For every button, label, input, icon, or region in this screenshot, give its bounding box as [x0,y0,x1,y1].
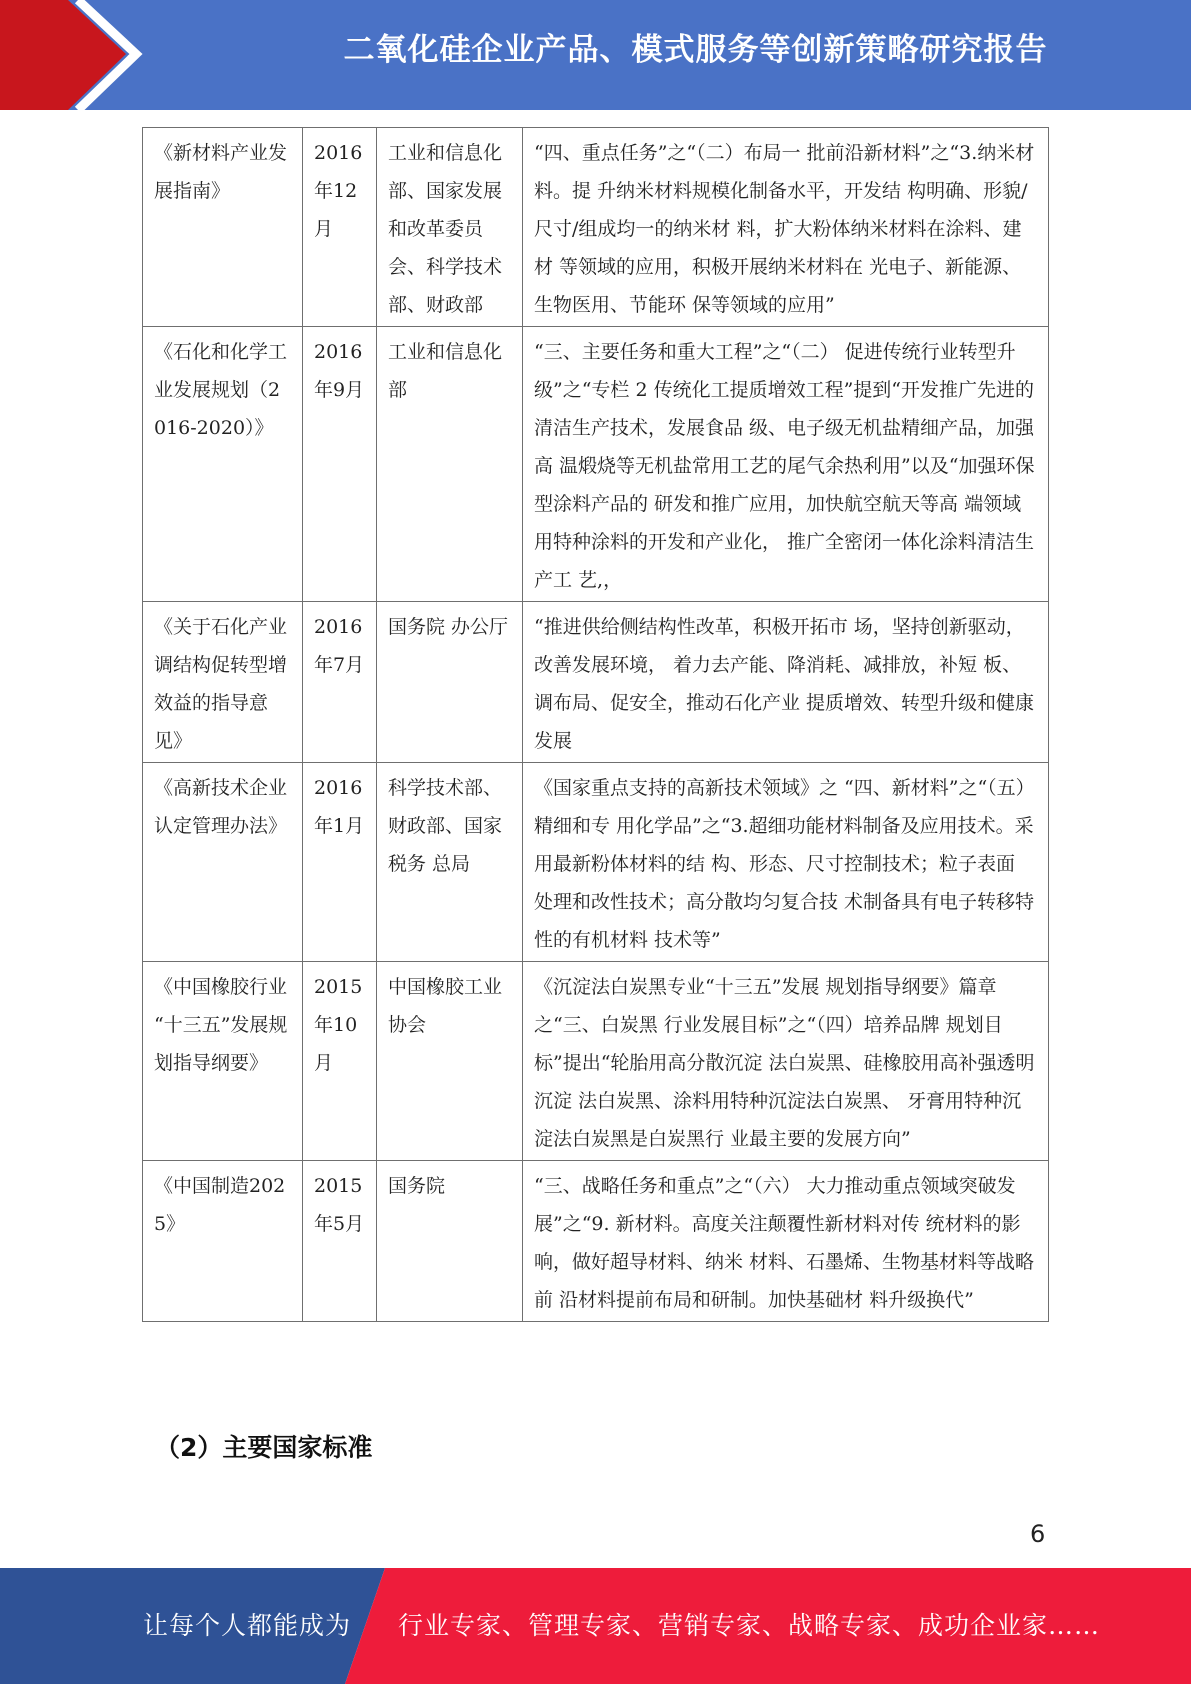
policy-content-cell: “四、重点任务”之“（二）布局一 批前沿新材料”之“3.纳米材料。提 升纳米材料规模化制备水平，开发结 构明确、形貌/尺寸/组成均一的纳米材 料，扩大粉体纳米材料在涂料、建材 等领域的应用，积极开展纳米材料在 光电子、新能源、生物医用、节能环 保等领域的应用” [523,128,1049,327]
policy-issuer-cell: 工业和信息化 部、国家发展 和改革委员 会、科学技术 部、财政部 [377,128,523,327]
policy-date-cell: 2016年12月 [303,128,377,327]
policy-date-cell: 2015年10月 [303,962,377,1161]
footer-slogan-left: 让每个人都能成为 [143,1611,352,1640]
policy-name-cell: 《高新技术企业 认定管理办法》 [143,763,303,962]
policy-content-cell: “三、战略任务和重点”之“（六） 大力推动重点领域突破发展”之“9. 新材料。高度关注颠覆性新材料对传 统材料的影响，做好超导材料、纳米 材料、石墨烯、生物基材料等战略前 沿材料提前布局和研制。加快基础材 料升级换代” [523,1161,1049,1322]
policy-name-cell: 《关于石化产业 调结构促转型增 效益的指导意见》 [143,602,303,763]
policy-date-cell: 2015年5月 [303,1161,377,1322]
policy-content-cell: 《沉淀法白炭黑专业“十三五”发展 规划指导纲要》篇章之“三、白炭黑 行业发展目标”之“（四）培养品牌 规划目标”提出“轮胎用高分散沉淀 法白炭黑、硅橡胶用高补强透明沉淀 法白炭黑、涂料用特种沉淀法白炭黑、 牙膏用特种沉淀法白炭黑是白炭黑行 业最主要的发展方向” [523,962,1049,1161]
section-heading: （2）主要国家标准 [155,1433,373,1462]
policy-date-cell: 2016年9月 [303,327,377,602]
policy-name-cell: 《中国橡胶行业 “十三五”发展规划指导纲要》 [143,962,303,1161]
table-row [143,602,1049,763]
table-row [143,962,1049,1161]
page-number: 6 [1030,1520,1046,1548]
policy-date-cell: 2016年1月 [303,763,377,962]
policy-content-cell: 《国家重点支持的高新技术领域》之 “四、新材料”之“（五）精细和专 用化学品”之“3.超细功能材料制备及应用技术。采用最新粉体材料的结 构、形态、尺寸控制技术；粒子表面 处理和改性技术；高分散均匀复合技 术制备具有电子转移特性的有机材料 技术等” [523,763,1049,962]
page-header [0,0,1191,110]
policy-date-cell: 2016年7月 [303,602,377,763]
policy-issuer-cell: 中国橡胶工业 协会 [377,962,523,1161]
table-row [143,763,1049,962]
policy-issuer-cell: 工业和信息化 部 [377,327,523,602]
policy-content-cell: “推进供给侧结构性改革，积极开拓市 场，坚持创新驱动，改善发展环境， 着力去产能、降消耗、减排放，补短 板、调布局、促安全，推动石化产业 提质增效、转型升级和健康发展 [523,602,1049,763]
policy-name-cell: 《石化和化学工 业发展规划（2016-2020）》 [143,327,303,602]
policy-issuer-cell: 国务院 办公厅 [377,602,523,763]
policy-content-cell: “三、主要任务和重大工程”之“（二） 促进传统行业转型升级”之“专栏 2 传统化工提质增效工程”提到“开发推广先进的清洁生产技术，发展食品 级、电子级无机盐精细产品，加强高 温煅烧等无机盐常用工艺的尾气余热利用”以及“加强环保型涂料产品的 研发和推广应用，加快航空航天等高 端领域用特种涂料的开发和产业化， 推广全密闭一体化涂料清洁生产工 艺,， [523,327,1049,602]
footer-slogan-right: 行业专家、管理专家、营销专家、战略专家、成功企业家…… [398,1611,1101,1640]
report-title: 二氧化硅企业产品、模式服务等创新策略研究报告 [343,32,1048,68]
table-row [143,327,1049,602]
table-row [143,1161,1049,1322]
table-row [143,128,1049,327]
policy-name-cell: 《新材料产业发 展指南》 [143,128,303,327]
page-footer [0,1568,1191,1684]
policy-issuer-cell: 科学技术部、 财政部、国家 税务 总局 [377,763,523,962]
policy-name-cell: 《中国制造2025》 [143,1161,303,1322]
policy-table [142,127,1049,1322]
policy-issuer-cell: 国务院 [377,1161,523,1322]
